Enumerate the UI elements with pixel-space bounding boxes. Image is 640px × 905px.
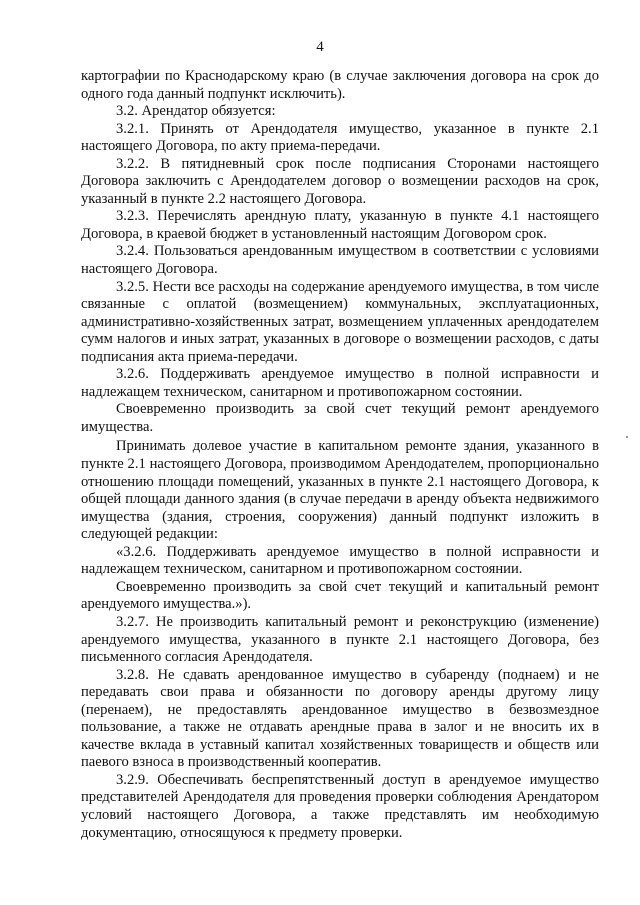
paragraph-3-2-5: 3.2.5. Нести все расходы на содержание арендуемого имущества, в том числе связанные с оплатой (возмещением) коммунальных, эксплуатационных, административно-хозяйственных затрат, возмещением уплаченных арендодателем сумм налогов и иных затрат, указанных в договоре о возмещении расходов, с даты подписания акта приема-передачи. <box>81 278 599 365</box>
paragraph-3-2-9: 3.2.9. Обеспечивать беспрепятственный доступ в арендуемое имущество представителей Арендодателя для проведения проверки соблюдения Арендатором условий настоящего Договора, а также представлять им необходимую документацию, относящуюся к предмету проверки. <box>81 771 599 841</box>
document-body <box>81 68 599 842</box>
scan-speck <box>626 436 628 438</box>
paragraph-3-2-6-alt-repair: Своевременно производить за свой счет текущий и капитальный ремонт арендуемого имущества.»). <box>81 578 599 613</box>
paragraph-3-2-8: 3.2.8. Не сдавать арендованное имущество в субаренду (поднаем) и не передавать свои права и обязанности по договору аренды другому лицу (перенаем), не предоставлять арендованное имущество в безвозмездное пользование, а также не отдавать арендные права в залог и не вносить их в качестве вклада в уставный капитал хозяйственных товариществ и обществ или паевого взноса в производственный кооператив. <box>81 666 599 771</box>
paragraph-3-2-heading: 3.2. Арендатор обязуется: <box>116 103 276 120</box>
page-number: 4 <box>316 39 324 55</box>
paragraph-3-2-2: 3.2.2. В пятидневный срок после подписания Сторонами настоящего Договора заключить с Арендодателем договор о возмещении расходов на срок, указанный в пункте 2.2 настоящего Договора. <box>81 155 599 207</box>
paragraph-3-2-6: 3.2.6. Поддерживать арендуемое имущество в полной исправности и надлежащем техническом, санитарном и противопожарном состоянии. <box>81 366 599 400</box>
paragraph-3-2-3: 3.2.3. Перечислять арендную плату, указанную в пункте 4.1 настоящего Договора, в краевой бюджет в установленный настоящим Договором срок. <box>81 208 599 242</box>
paragraph-3-2-6-repair: Своевременно производить за свой счет текущий ремонт арендуемого имущества. <box>81 401 599 435</box>
paragraph-3-2-1: 3.2.1. Принять от Арендодателя имущество, указанное в пункте 2.1 настоящего Договора, по акту приема-передачи. <box>81 120 599 155</box>
paragraph-continuation-cartography: картографии по Краснодарскому краю (в случае заключения договора на срок до одного года данный подпункт исключить). <box>81 68 599 102</box>
paragraph-3-2-7: 3.2.7. Не производить капитальный ремонт и реконструкцию (изменение) арендуемого имущества, указанного в пункте 2.1 настоящего Договора, без письменного согласия Арендодателя. <box>81 613 599 666</box>
paragraph-3-2-6-alt-edition: «3.2.6. Поддерживать арендуемое имущество в полной исправности и надлежащем техническом, санитарном и противопожарном состоянии. <box>81 543 599 578</box>
paragraph-3-2-4: 3.2.4. Пользоваться арендованным имуществом в соответствии с условиями настоящего Договора. <box>81 243 599 278</box>
paragraph-3-2-6-capital-repair: Принимать долевое участие в капитальном ремонте здания, указанного в пункте 2.1 настоящего Договора, производимом Арендодателем, пропорционально отношению площади помещений, указанных в пункте 2.1 настоящего Договора, к общей площади данного здания (в случае передачи в аренду объекта недвижимого имущества (здания, строения, сооружения) данный подпункт изложить в следующей редакции: <box>81 438 599 543</box>
